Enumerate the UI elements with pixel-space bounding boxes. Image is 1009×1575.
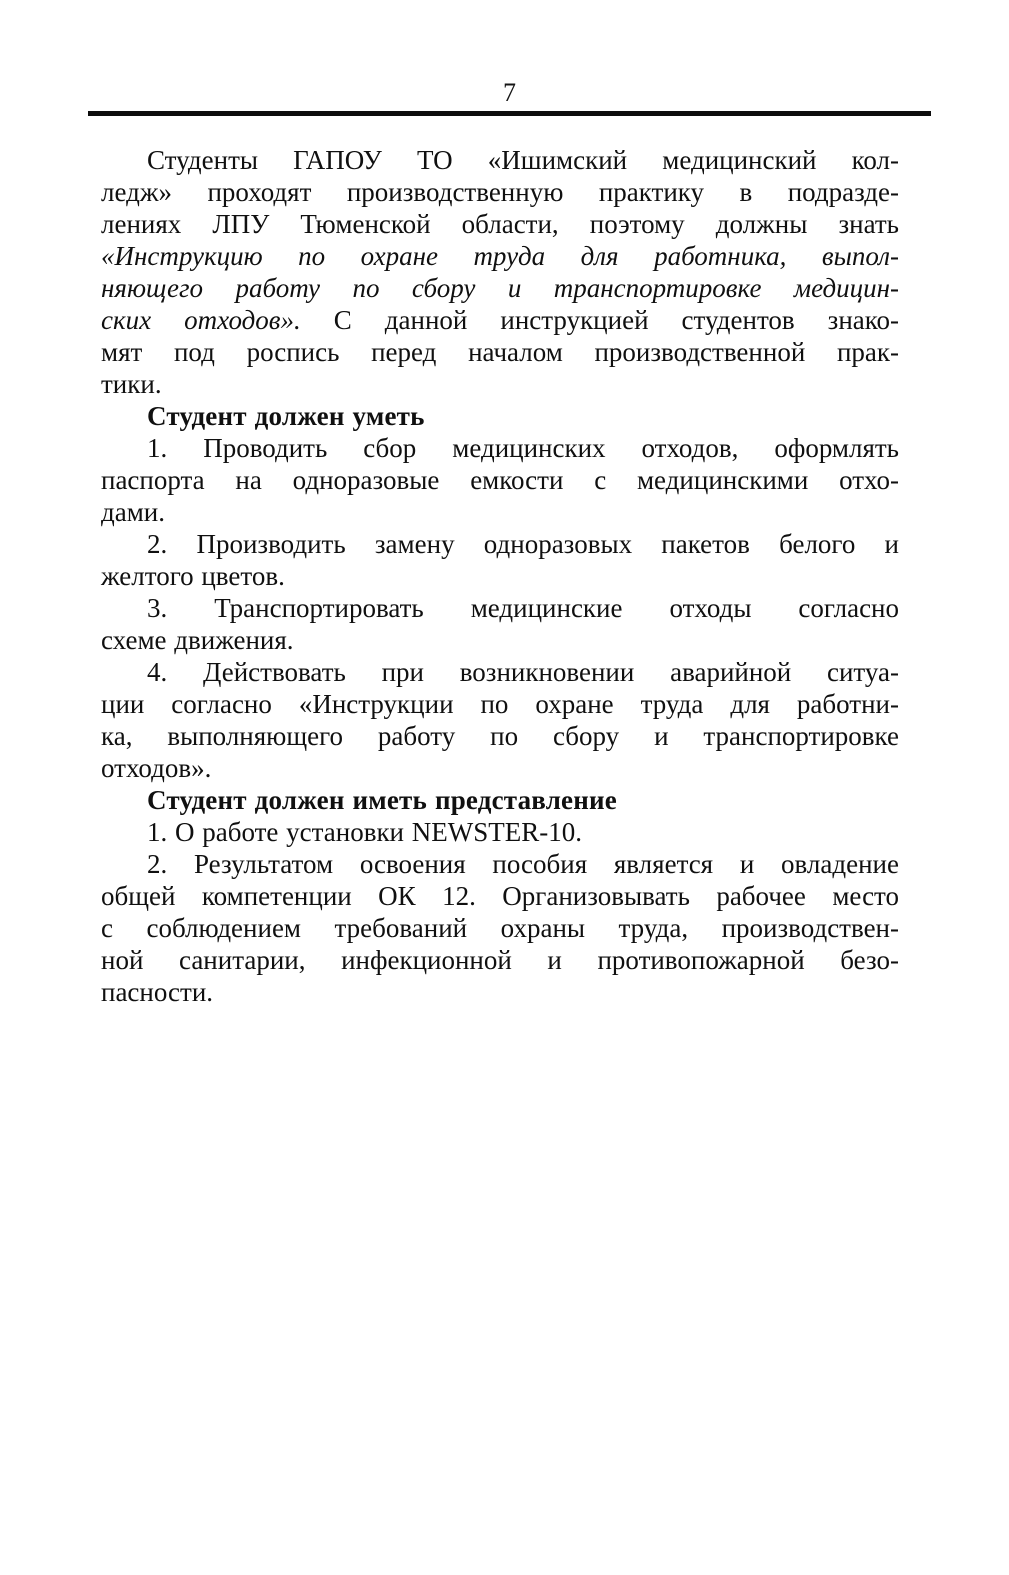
- list-item-line: ции согласно «Инструкции по охране труда для работни-: [101, 689, 899, 719]
- section-heading-predstavlenie: Студент должен иметь представление: [147, 785, 617, 815]
- list-item-line: желтого цветов.: [101, 561, 285, 591]
- list-item-line: ной санитарии, инфекционной и противопожарной безо-: [101, 945, 899, 975]
- list-item-line: пасности.: [101, 977, 214, 1007]
- paragraph-line-italic: няющего работу по сбору и транспортировке медицин-: [101, 273, 899, 303]
- list-item-line: дами.: [101, 497, 166, 527]
- list-item-line: 1. Проводить сбор медицинских отходов, оформлять: [147, 433, 899, 463]
- paragraph-line: ледж» проходят производственную практику в подразде-: [101, 177, 899, 207]
- paragraph-line: [101, 304, 899, 336]
- page-number: 7: [503, 78, 516, 107]
- list-item-line: 2. Производить замену одноразовых пакетов белого и: [147, 529, 899, 559]
- list-item-line: ка, выполняющего работу по сбору и транспортировке: [101, 721, 899, 751]
- list-item-line: паспорта на одноразовые емкости с медицинскими отхо-: [101, 465, 899, 495]
- list-item-line: 2. Результатом освоения пособия является и овладение: [147, 849, 899, 879]
- paragraph-line: мят под роспись перед началом производственной прак-: [101, 337, 899, 367]
- list-item-line: 4. Действовать при возникновении аварийной ситуа-: [147, 657, 899, 687]
- list-item-line: отходов».: [101, 753, 212, 783]
- page-content: [101, 144, 899, 1008]
- list-item-line: 3. Транспортировать медицинские отходы согласно: [147, 593, 899, 623]
- list-item-line: схеме движения.: [101, 625, 294, 655]
- paragraph-line-italic: «Инструкцию по охране труда для работника, выпол-: [101, 241, 899, 271]
- paragraph-line: Студенты ГАПОУ ТО «Ишимский медицинский кол-: [147, 145, 899, 175]
- list-item-line: общей компетенции ОК 12. Организовывать рабочее место: [101, 881, 899, 911]
- paragraph-line: тики.: [101, 369, 162, 399]
- paragraph-line: лениях ЛПУ Тюменской области, поэтому должны знать: [101, 209, 899, 239]
- header-rule: [88, 111, 931, 116]
- list-item-line: 1. О работе установки NEWSTER-10.: [147, 817, 582, 847]
- list-item-line: с соблюдением требований охраны труда, производствен-: [101, 913, 899, 943]
- italic-run: ских отходов».: [101, 305, 301, 335]
- text-run: С данной инструкцией студентов знако-: [333, 305, 900, 335]
- section-heading-umet: Студент должен уметь: [147, 401, 425, 431]
